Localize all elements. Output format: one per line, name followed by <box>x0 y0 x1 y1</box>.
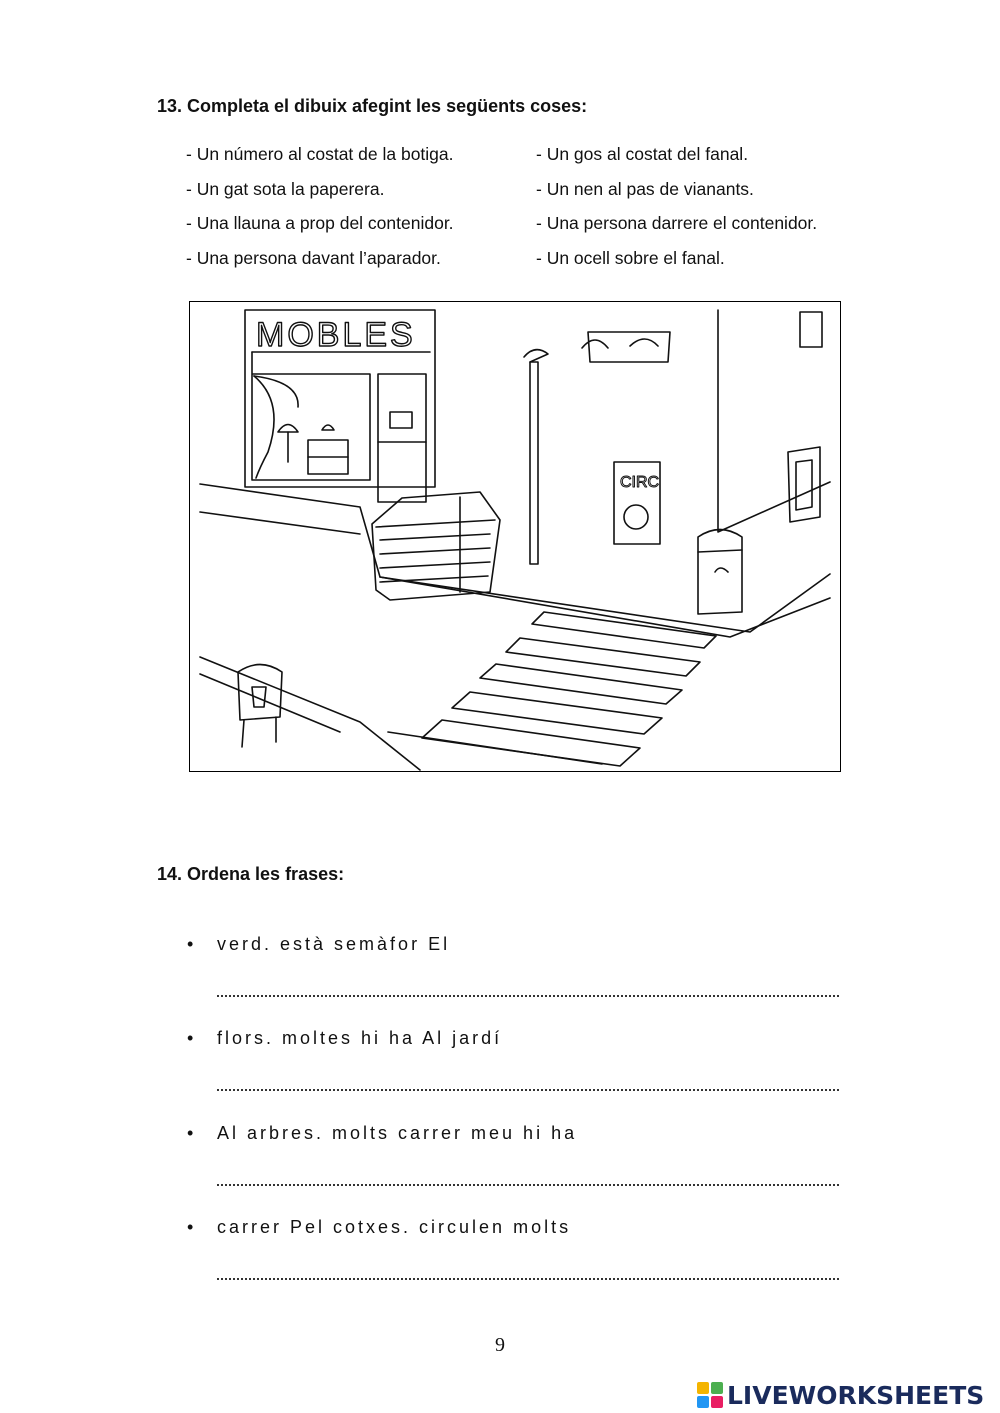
sentence-text: verd. està semàfor El <box>217 934 451 954</box>
answer-line-1[interactable] <box>217 995 839 997</box>
logo-tile <box>697 1382 709 1394</box>
answer-line-3[interactable] <box>217 1184 839 1186</box>
shop-front <box>245 310 435 502</box>
answer-line-4[interactable] <box>217 1278 839 1280</box>
circus-poster-text: CIRC <box>620 474 660 491</box>
liveworksheets-icon <box>697 1382 723 1408</box>
bullet: • <box>187 1028 194 1048</box>
mailbox <box>698 530 742 615</box>
sentence-text: carrer Pel cotxes. circulen molts <box>217 1217 572 1237</box>
page-number: 9 <box>495 1334 505 1356</box>
scrambled-sentence-2 <box>187 1028 502 1049</box>
scrambled-sentence-1 <box>187 934 450 955</box>
instruction-item: - Un nen al pas de vianants. <box>536 178 754 199</box>
instruction-item: - Una persona darrere el contenidor. <box>536 213 818 233</box>
corner-building <box>582 310 830 544</box>
scrambled-sentence-3 <box>187 1123 577 1144</box>
sentence-text: flors. moltes hi ha Al jardí <box>217 1028 503 1048</box>
logo-tile <box>697 1396 709 1408</box>
sentence-text: Al arbres. molts carrer meu hi ha <box>217 1123 578 1143</box>
question-14-title: 14. Ordena les frases: <box>157 864 345 884</box>
instruction-item: - Un gos al costat del fanal. <box>536 144 749 164</box>
instruction-item: - Un ocell sobre el fanal. <box>536 247 725 268</box>
logo-tile <box>711 1382 723 1394</box>
waste-container <box>372 492 500 600</box>
instruction-item: - Una persona davant l’aparador. <box>186 247 441 268</box>
logo-tile <box>711 1396 723 1408</box>
liveworksheets-wordmark: LIVEWORKSHEETS <box>727 1380 985 1410</box>
instruction-item: - Un número al costat de la botiga. <box>186 144 454 164</box>
instruction-item: - Una llauna a prop del contenidor. <box>186 213 454 233</box>
question-13-title: 13. Completa el dibuix afegint les següents coses: <box>157 96 588 116</box>
shop-sign: MOBLES <box>256 316 416 354</box>
bullet: • <box>187 934 194 954</box>
instruction-item: - Un gat sota la paperera. <box>186 178 385 199</box>
street-drawing[interactable] <box>189 301 841 772</box>
liveworksheets-logo[interactable] <box>697 1378 984 1412</box>
street-lamp <box>524 350 548 564</box>
instructions-left-column <box>186 143 454 281</box>
bullet: • <box>187 1217 194 1237</box>
scrambled-sentence-4 <box>187 1217 571 1238</box>
crosswalk <box>388 612 716 766</box>
instructions-right-column <box>536 143 817 281</box>
bullet: • <box>187 1123 194 1143</box>
answer-line-2[interactable] <box>217 1089 839 1091</box>
